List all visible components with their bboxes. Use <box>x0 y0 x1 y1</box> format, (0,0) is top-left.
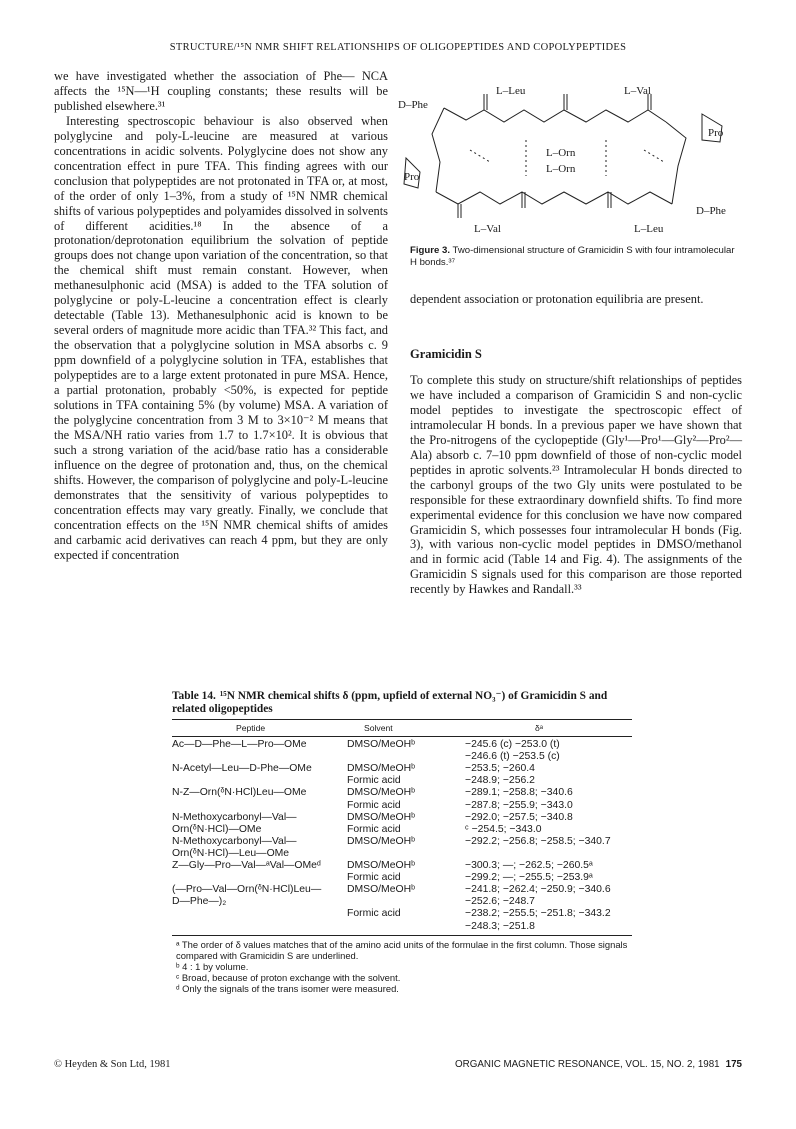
cell-solvent: DMSO/MeOHᵇ <box>347 884 416 896</box>
label-d-phe-top: D–Phe <box>398 99 428 111</box>
label-l-orn-1: L–Orn <box>546 147 576 159</box>
cell-solvent <box>347 896 465 908</box>
table-number: Table 14. <box>172 690 216 702</box>
figure-caption-label: Figure 3. <box>410 245 450 256</box>
cell-peptide <box>172 775 347 787</box>
label-pro-right: Pro <box>708 127 724 139</box>
running-head: STRUCTURE/¹⁵N NMR SHIFT RELATIONSHIPS OF OLIGOPEPTIDES AND COPOLYPEPTIDES <box>169 42 627 53</box>
table-footnotes <box>172 939 632 994</box>
paragraph-gramicidin: To complete this study on structure/shift relationships of peptides we have included a comparison of Gramicidin S and non-cyclic model peptides to investigate the spectroscopic effect of intramolecular H bonds. In a previous paper we have shown that the Pro-nitrogens of the cyclopeptide (Gly¹—Pro¹—Gly²—Pro²—Ala) absorb c. 7–10 ppm downfield of those of non-cyclic model peptides in aprotic solvents.²³ Intramolecular H bonds directed to the carbonyl groups of the two Gly units were postulated to be responsible for these extraordinary downfield shifts. To find more experimental evidence for this conclusion we have now compared Gramicidin S, which possesses four intramolecular H bonds (Fig. 3), with various non-cyclic model peptides in DMSO/methanol and in formic acid (Table 14 and Fig. 4). The assignments of the Gramicidin S signals used for this comparison are those reported recently by Hawkes and Randall.³³ <box>410 373 742 597</box>
figure-caption <box>410 245 742 268</box>
label-l-orn-2: L–Orn <box>546 163 576 175</box>
footer-journal-name: ORGANIC MAGNETIC RESONANCE, VOL. 15, NO. 2, 1981 <box>455 1059 720 1070</box>
cell-solvent <box>347 848 465 860</box>
cell-solvent: DMSO/MeOHᵇ <box>347 811 416 823</box>
table-row <box>172 921 632 933</box>
footer-copyright: © Heyden & Son Ltd, 1981 <box>54 1059 171 1070</box>
cell-solvent <box>347 751 465 763</box>
table-row <box>172 775 632 787</box>
section-heading-gramicidin: Gramicidin S <box>410 347 482 361</box>
table-body <box>172 719 632 936</box>
cell-solvent <box>347 921 465 933</box>
cell-solvent: DMSO/MeOHᵇ <box>347 835 416 847</box>
cell-delta: −292.2; −256.8; −258.5; −340.7 <box>465 835 611 847</box>
table-row <box>172 896 632 908</box>
cell-delta: −299.2; —; −255.5; −253.9ᵃ <box>465 872 593 884</box>
table-row <box>172 872 632 884</box>
header-solvent: Solvent <box>364 723 393 733</box>
table-row <box>172 824 632 836</box>
table-title <box>172 690 632 716</box>
table-row <box>172 836 632 848</box>
backbone-bottom <box>436 192 672 204</box>
cell-peptide: N-Methoxycarbonyl—Val— <box>172 811 297 823</box>
table-row <box>172 787 632 799</box>
right-column-continuation <box>410 292 742 307</box>
page-number: 175 <box>725 1059 742 1070</box>
cell-peptide: D—Phe—)₂ <box>172 896 227 908</box>
paragraph-association: we have investigated whether the association of Phe— NCA affects the ¹⁵N—¹H coupling constants; these results will be published elsewhere.³¹ <box>54 69 388 113</box>
left-turn <box>432 108 444 192</box>
structure-diagram <box>396 80 746 240</box>
cell-delta: ᶜ −254.5; −343.0 <box>465 823 542 835</box>
footnote-d: ᵈ Only the signals of the trans isomer were measured. <box>176 982 399 994</box>
cell-delta: −289.1; −258.8; −340.6 <box>465 787 573 799</box>
cell-peptide <box>172 908 347 920</box>
table-row <box>172 908 632 920</box>
header-peptide: Peptide <box>236 723 266 733</box>
label-pro-left: Pro <box>404 171 420 183</box>
cell-delta: −246.6 (t) −253.5 (c) <box>465 751 560 763</box>
cell-solvent: Formic acid <box>347 823 401 835</box>
cell-solvent: DMSO/MeOHᵇ <box>347 787 416 799</box>
cell-delta: −241.8; −262.4; −250.9; −340.6 <box>465 884 611 896</box>
cell-peptide: Orn(ᵟN·HCl)—Leu—OMe <box>172 847 290 859</box>
cell-delta <box>465 848 632 860</box>
footnote-a: ᵃ The order of δ values matches that of the amino acid units of the formulae in the first column. Those signals compared with Gramicidin S are underlined. <box>176 938 628 961</box>
gramicidin-s-structure-figure <box>396 80 746 240</box>
footnote-c: ᶜ Broad, because of proton exchange with the solvent. <box>176 971 401 983</box>
cell-delta: −292.0; −257.5; −340.8 <box>465 811 573 823</box>
cell-peptide: Ac—D—Phe—L—Pro—OMe <box>172 739 307 751</box>
cell-peptide: (—Pro—Val—Orn(ᵟN·HCl)Leu— <box>172 884 322 896</box>
table-row <box>172 739 632 751</box>
label-l-val-bottom: L–Val <box>474 223 501 235</box>
cell-peptide <box>172 800 347 812</box>
table-header-row <box>172 722 632 737</box>
table-row <box>172 848 632 860</box>
cell-peptide: N-Methoxycarbonyl—Val— <box>172 835 297 847</box>
cell-peptide <box>172 872 347 884</box>
cell-peptide: N-Acetyl—Leu—D-Phe—OMe <box>172 763 312 775</box>
cell-peptide <box>172 751 347 763</box>
cell-delta: −252.6; −248.7 <box>465 896 535 908</box>
cell-delta: −287.8; −255.9; −343.0 <box>465 799 573 811</box>
footer-journal <box>410 1059 742 1070</box>
table-caption: ¹⁵N NMR chemical shifts δ (ppm, upfield of external NO₃⁻) of Gramicidin S and related oligopeptides <box>172 690 608 715</box>
label-l-leu-top: L–Leu <box>496 85 526 97</box>
cell-solvent: DMSO/MeOHᵇ <box>347 763 416 775</box>
cell-delta: −238.2; −255.5; −251.8; −343.2 <box>465 908 611 920</box>
cell-peptide: Orn(ᵟN·HCl)—OMe <box>172 823 262 835</box>
left-column <box>54 69 388 562</box>
cell-peptide: Z—Gly—Pro—Val—ᵃVal—OMeᵈ <box>172 860 321 872</box>
label-l-val-top: L–Val <box>624 85 651 97</box>
cell-solvent: Formic acid <box>347 775 401 787</box>
right-turn <box>666 122 686 204</box>
backbone-top <box>444 108 666 122</box>
table-row <box>172 763 632 775</box>
cell-delta: −253.5; −260.4 <box>465 763 535 775</box>
table-row <box>172 812 632 824</box>
cell-delta: −248.9; −256.2 <box>465 775 535 787</box>
table-row <box>172 860 632 872</box>
table-row <box>172 884 632 896</box>
cell-peptide <box>172 921 347 933</box>
label-l-leu-bottom: L–Leu <box>634 223 664 235</box>
cell-solvent: DMSO/MeOHᵇ <box>347 860 416 872</box>
table-rows <box>172 739 632 933</box>
header-delta: δᵃ <box>535 723 543 733</box>
cell-delta: −300.3; —; −262.5; −260.5ᵃ <box>465 860 593 872</box>
table-row <box>172 751 632 763</box>
cell-solvent: Formic acid <box>347 799 401 811</box>
figure-caption-text: Two-dimensional structure of Gramicidin S with four intramolecular H bonds.³⁷ <box>410 245 735 268</box>
cell-delta: −248.3; −251.8 <box>465 920 535 932</box>
label-d-phe-bottom: D–Phe <box>696 205 726 217</box>
footnote-b: ᵇ 4 : 1 by volume. <box>176 960 249 972</box>
right-column-gramicidin <box>410 373 742 597</box>
cell-solvent: Formic acid <box>347 872 401 884</box>
cell-solvent: Formic acid <box>347 908 401 920</box>
cell-peptide: N-Z—Orn(ᵟN·HCl)Leu—OMe <box>172 787 307 799</box>
cell-delta: −245.6 (c) −253.0 (t) <box>465 739 560 751</box>
cell-solvent: DMSO/MeOHᵇ <box>347 739 416 751</box>
table-14 <box>172 690 632 994</box>
paragraph-concentration-effects: Interesting spectroscopic behaviour is also observed when polyglycine and poly-L-leucine are measured at various concentrations in acidic solvents. Polyglycine does not show any concentration effect in pure TFA. This finding agrees with our conclusion that polypeptides are not protonated in TFA or, at most, of the order of only 1–3%, from a study of ¹⁵N NMR chemical shifts of various polypeptides and polyamides dissolved in solvents of different acidities.¹⁸ In the absence of a protonation/deprotonation equilibrium the solvation of peptide groups does not change upon variation of the concentration, so that the chemical shift must remain constant. However, when methanesulphonic acid (MSA) is added to the TFA solution of polyglycine or poly-L-leucine a concentration effect is clearly detectable (Table 13). Methanesulphonic acid is known to be several orders of magnitude more acidic than TFA.³² This fact, and the observation that a polyglycine solution in MSA absorbs c. 9 ppm downfield of a polyglycine solution in TFA, establishes that polypeptides are to a large extent protonated in pure MSA. Hence, a partial protonation, probably <50%, is expected for peptide solutions in TFA containing 5% (by volume) MSA. A variation of the polyglycine concentration from 3 M to 3×10⁻² M means that the MSA/NH ratio varies from 1.7 to 1.7×10². It is obvious that such a strong variation of the acid/base ratio has a considerable influence on the degree of protonation and, thus, on the chemical shifts. However, the comparison of polyglycine and poly-L-leucine demonstrates that the sensitivity of various polypeptides to concentration effects may vary greatly. Finally, we conclude that concentration effects on the ¹⁵N NMR chemical shifts of amides and carbamic acid derivatives can reach 4 ppm, but they are only expected if concentration <box>54 113 388 562</box>
table-row <box>172 800 632 812</box>
paragraph-continuation: dependent association or protonation equilibria are present. <box>410 292 704 306</box>
